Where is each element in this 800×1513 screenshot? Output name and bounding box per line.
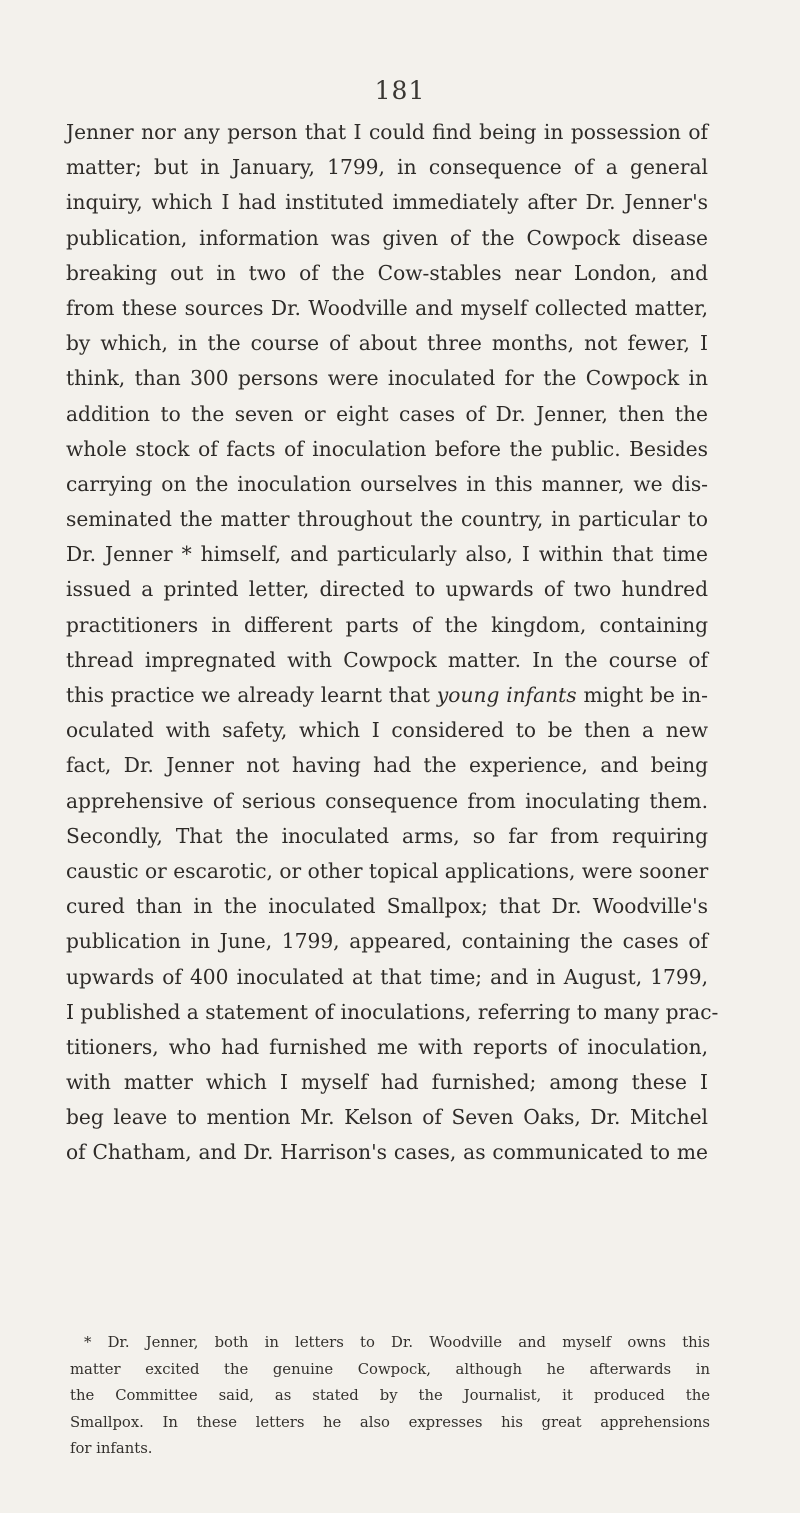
body-line: titioners, who had furnished me with reports of inoculation, [66, 1034, 708, 1059]
body-line: Jenner nor any person that I could find being in possession of [66, 120, 708, 144]
body-line: with matter which I myself had furnished; among these I [66, 1070, 708, 1095]
body-line-with-italic [66, 678, 708, 713]
footnote-line: matter excited the genuine Cowpock, although he afterwards in [70, 1360, 710, 1378]
body-line: Secondly, That the inoculated arms, so far from requiring [66, 823, 708, 848]
body-line: publication, information was given of the Cowpock disease [66, 225, 708, 250]
footnote-line: for infants. [70, 1440, 153, 1458]
body-line: by which, in the course of about three months, not fewer, I [66, 331, 708, 356]
body-line: caustic or escarotic, or other topical applications, were sooner [66, 858, 709, 883]
body-line: matter; but in January, 1799, in consequence of a general [66, 155, 708, 180]
footnote-line: the Committee said, as stated by the Journalist, it produced the [70, 1387, 710, 1405]
body-line: Dr. Jenner * himself, and particularly also, I within that time [66, 542, 708, 567]
footnote-line: * Dr. Jenner, both in letters to Dr. Woodville and myself owns this [84, 1334, 710, 1351]
body-line: fact, Dr. Jenner not having had the experience, and being [66, 753, 708, 778]
body-line: cured than in the inoculated Smallpox; that Dr. Woodville's [66, 894, 708, 919]
body-line: I published a statement of inoculations, referring to many prac- [66, 999, 719, 1024]
body-line: think, than 300 persons were inoculated for the Cowpock in [66, 366, 708, 391]
body-line: practitioners in different parts of the kingdom, containing [66, 612, 708, 637]
body-line: upwards of 400 inoculated at that time; and in August, 1799, [66, 964, 708, 989]
italic-phrase: young infants [436, 683, 577, 707]
body-paragraph [66, 115, 719, 1171]
body-line: carrying on the inoculation ourselves in this manner, we dis- [66, 471, 708, 496]
body-line: from these sources Dr. Woodville and myself collected matter, [66, 295, 708, 320]
body-line: breaking out in two of the Cow-stables near London, and [66, 260, 708, 285]
footnote-line: Smallpox. In these letters he also expresses his great apprehensions [70, 1413, 710, 1431]
body-line-head: this practice we already learnt that [66, 683, 437, 707]
body-line: whole stock of facts of inoculation before the public. Besides [66, 436, 708, 461]
body-line: addition to the seven or eight cases of Dr. Jenner, then the [66, 401, 708, 426]
body-line: apprehensive of serious consequence from inoculating them. [66, 788, 708, 813]
body-line: seminated the matter throughout the country, in particular to [66, 507, 708, 532]
page-number: 181 [374, 76, 426, 105]
body-line: issued a printed letter, directed to upwards of two hundred [66, 577, 708, 602]
body-line: of Chatham, and Dr. Harrison's cases, as communicated to me [66, 1140, 708, 1165]
body-line: beg leave to mention Mr. Kelson of Seven Oaks, Dr. Mitchel [66, 1105, 708, 1130]
body-line: oculated with safety, which I considered to be then a new [66, 718, 708, 743]
body-line: inquiry, which I had instituted immediately after Dr. Jenner's [66, 190, 708, 215]
footnote [70, 1330, 710, 1463]
body-line: thread impregnated with Cowpock matter. In the course of [66, 647, 708, 672]
body-line-tail: might be in- [576, 683, 708, 707]
body-line: publication in June, 1799, appeared, containing the cases of [66, 929, 708, 954]
